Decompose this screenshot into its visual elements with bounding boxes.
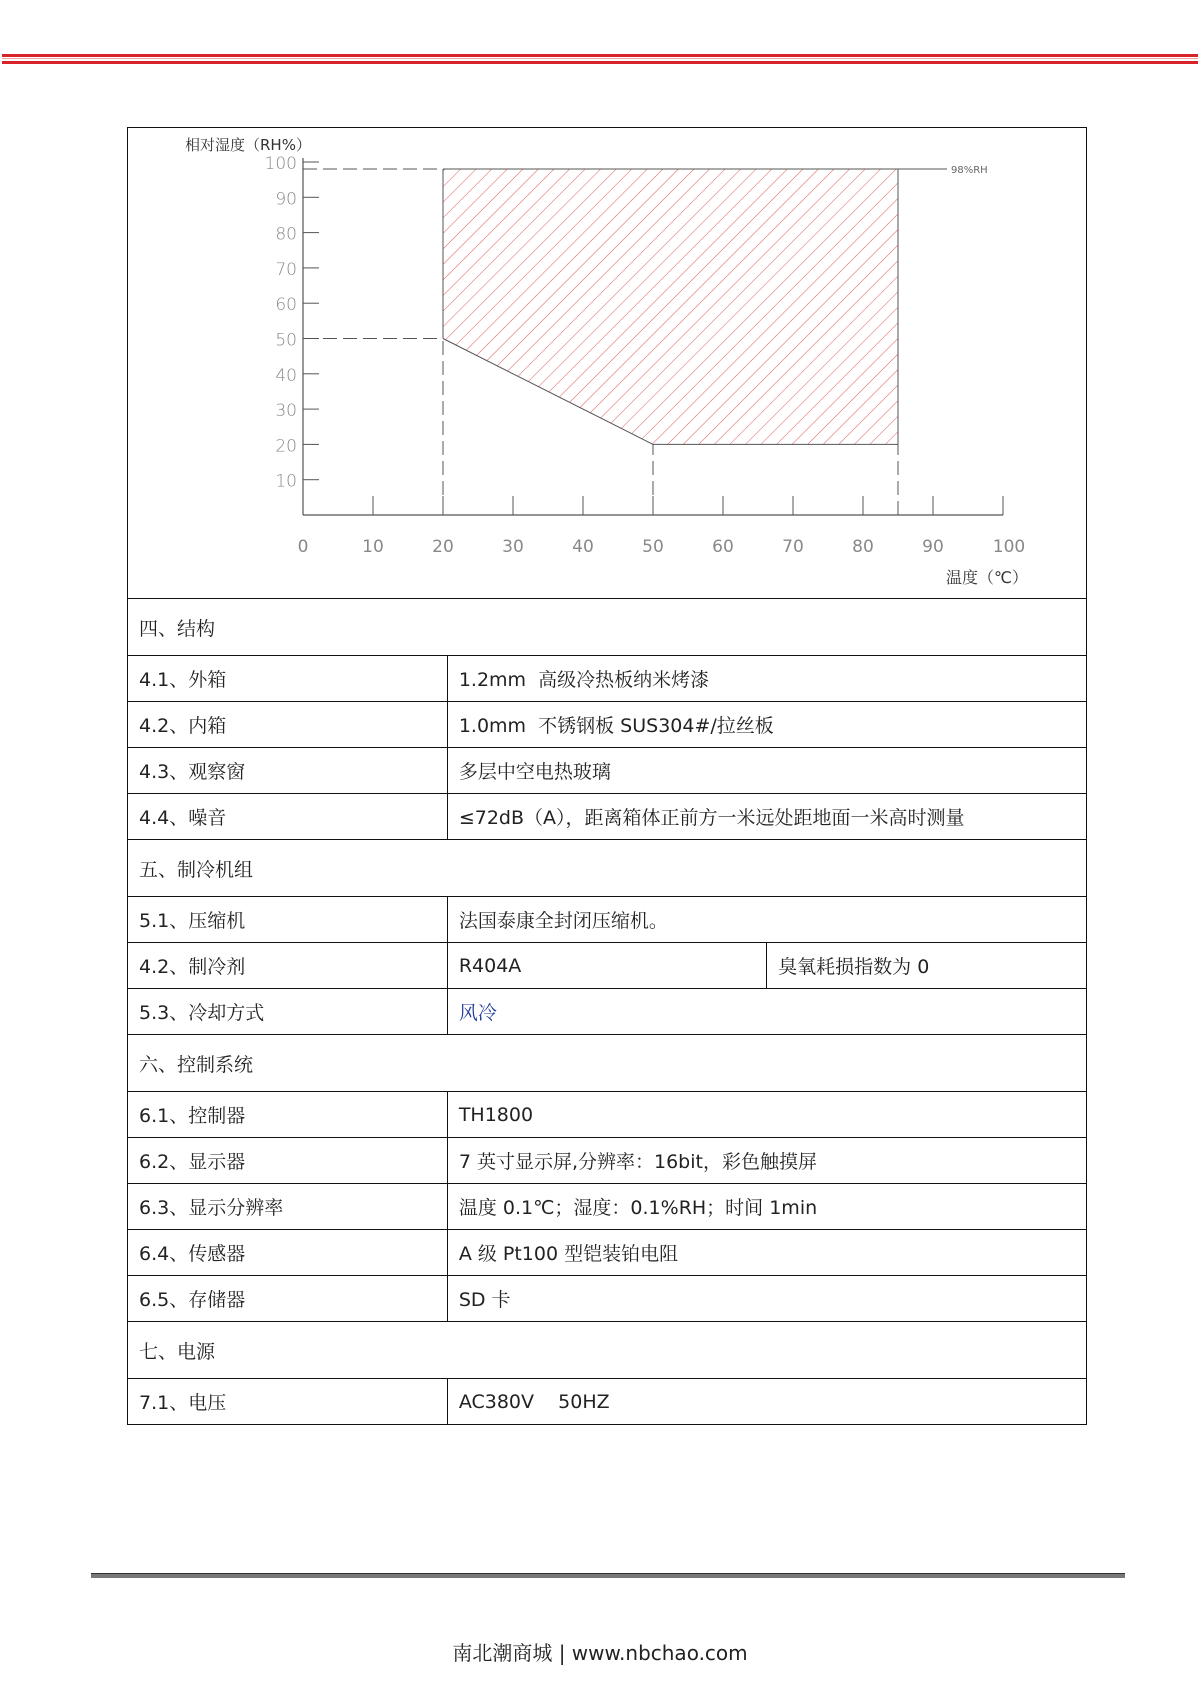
x-tick-label: 20 xyxy=(432,537,454,557)
x-tick-label: 80 xyxy=(852,537,874,557)
y-tick-label: 100 xyxy=(264,154,297,174)
spec-label: 7.1、电压 xyxy=(128,1379,447,1425)
x-axis-title: 温度（℃） xyxy=(946,568,1028,587)
spec-value: 法国泰康全封闭压缩机。 xyxy=(447,897,1086,943)
x-tick-label: 100 xyxy=(992,537,1026,557)
y-axis-title: 相对湿度（RH%） xyxy=(185,136,311,154)
spec-label: 4.2、内箱 xyxy=(128,702,447,748)
section-title: 五、制冷机组 xyxy=(128,840,1086,897)
spec-value: 多层中空电热玻璃 xyxy=(447,748,1086,794)
y-tick-label: 40 xyxy=(275,365,297,386)
spec-row xyxy=(128,897,1086,943)
header-rule-bottom xyxy=(2,61,1198,64)
y-tick-label: 70 xyxy=(275,259,297,280)
spec-label: 4.2、制冷剂 xyxy=(128,943,447,989)
spec-row xyxy=(128,1092,1086,1138)
x-tick-label: 10 xyxy=(362,537,384,557)
spec-label: 4.3、观察窗 xyxy=(128,748,447,794)
footer-rule xyxy=(91,1573,1125,1578)
section-header-row xyxy=(128,840,1086,897)
x-tick-label: 40 xyxy=(572,537,594,557)
spec-value: TH1800 xyxy=(447,1092,1086,1138)
spec-label: 6.2、显示器 xyxy=(128,1138,447,1184)
x-tick-label: 50 xyxy=(642,537,664,557)
spec-table xyxy=(128,599,1086,1424)
spec-label: 6.4、传感器 xyxy=(128,1230,447,1276)
humidity-temperature-chart xyxy=(128,128,1086,599)
spec-value: 7 英寸显示屏,分辨率：16bit，彩色触摸屏 xyxy=(447,1138,1086,1184)
spec-label: 5.3、冷却方式 xyxy=(128,989,447,1035)
y-tick-label: 90 xyxy=(275,189,297,210)
spec-label: 6.3、显示分辨率 xyxy=(128,1184,447,1230)
section-title: 七、电源 xyxy=(128,1322,1086,1379)
section-title: 六、控制系统 xyxy=(128,1035,1086,1092)
spec-document xyxy=(127,127,1087,1425)
spec-row xyxy=(128,989,1086,1035)
spec-row xyxy=(128,1230,1086,1276)
y-tick-label: 50 xyxy=(275,330,297,351)
y-tick-label: 60 xyxy=(275,295,297,316)
spec-value: SD 卡 xyxy=(447,1276,1086,1322)
spec-row xyxy=(128,1184,1086,1230)
spec-extra: 臭氧耗损指数为 0 xyxy=(767,943,1086,989)
y-tick-label: 10 xyxy=(275,471,297,492)
operating-region xyxy=(443,169,898,444)
spec-row xyxy=(128,702,1086,748)
spec-value: AC380V 50HZ xyxy=(447,1379,1086,1425)
x-tick-label: 70 xyxy=(782,537,804,557)
spec-label: 6.5、存储器 xyxy=(128,1276,447,1322)
spec-value: 风冷 xyxy=(447,989,1086,1035)
spec-value: A 级 Pt100 型铠装铂电阻 xyxy=(447,1230,1086,1276)
spec-label: 5.1、压缩机 xyxy=(128,897,447,943)
y-tick-label: 30 xyxy=(275,401,297,422)
spec-value: R404A xyxy=(447,943,766,989)
y-tick-label: 20 xyxy=(275,436,297,457)
section-header-row xyxy=(128,1035,1086,1092)
spec-row xyxy=(128,748,1086,794)
spec-row xyxy=(128,1138,1086,1184)
spec-value: ≤72dB（A），距离箱体正前方一米远处距地面一米高时测量 xyxy=(447,794,1086,840)
annotation-98rh: 98%RH xyxy=(951,165,988,177)
spec-row xyxy=(128,656,1086,702)
x-tick-label: 30 xyxy=(502,537,524,557)
spec-label: 4.1、外箱 xyxy=(128,656,447,702)
section-title: 四、结构 xyxy=(139,617,216,640)
section-header-row xyxy=(128,1322,1086,1379)
x-tick-label: 0 xyxy=(297,537,309,557)
spec-row xyxy=(128,1276,1086,1322)
x-tick-label: 60 xyxy=(712,537,734,557)
spec-value: 1.0mm 不锈钢板 SUS304#/拉丝板 xyxy=(447,702,1086,748)
section-header-row xyxy=(128,599,1086,656)
spec-label: 6.1、控制器 xyxy=(128,1092,447,1138)
spec-row xyxy=(128,1379,1086,1425)
spec-value: 温度 0.1℃；湿度：0.1%RH；时间 1min xyxy=(447,1184,1086,1230)
footer-site-label: 南北潮商城 | www.nbchao.com xyxy=(452,1641,748,1665)
spec-label: 4.4、噪音 xyxy=(128,794,447,840)
chart-svg xyxy=(128,128,1086,598)
spec-row xyxy=(128,943,1086,989)
spec-row xyxy=(128,794,1086,840)
header-rule-top xyxy=(2,54,1198,57)
spec-value: 1.2mm 高级冷热板纳米烤漆 xyxy=(447,656,1086,702)
header-rule-middle xyxy=(2,58,1198,59)
x-tick-label: 90 xyxy=(922,537,944,557)
y-tick-label: 80 xyxy=(275,224,297,245)
